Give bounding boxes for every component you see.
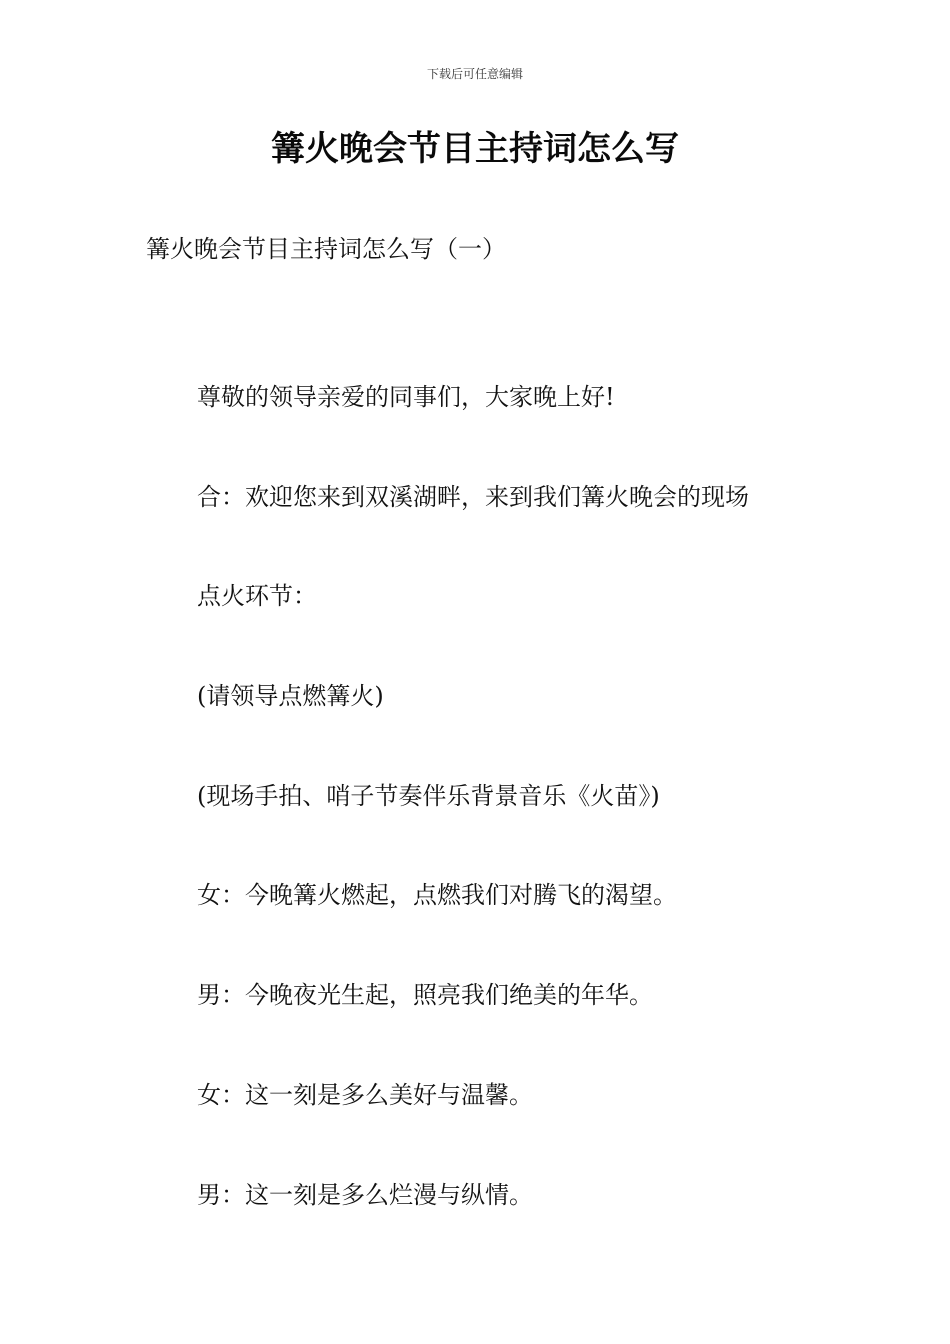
header-note: 下载后可任意编辑 [426, 67, 523, 81]
script-line: (请领导点燃篝火) [197, 682, 384, 711]
script-line: 点火环节： [197, 582, 317, 611]
script-line: (现场手拍、哨子节奏伴乐背景音乐《火苗》) [197, 781, 660, 810]
script-line: 男：今晚夜光生起，照亮我们绝美的年华。 [197, 981, 653, 1010]
document-title: 篝火晚会节目主持词怎么写 [271, 129, 679, 169]
script-line: 合：欢迎您来到双溪湖畔，来到我们篝火晚会的现场 [197, 482, 749, 511]
script-line: 女：这一刻是多么美好与温馨。 [197, 1080, 533, 1109]
script-line: 男：这一刻是多么烂漫与纵情。 [197, 1180, 533, 1209]
script-lines [197, 380, 749, 1277]
script-line: 尊敬的领导亲爱的同事们，大家晚上好! [197, 383, 615, 411]
section-heading: 篝火晚会节目主持词怎么写（一） [146, 235, 506, 263]
script-line: 女：今晚篝火燃起，点燃我们对腾飞的渴望。 [197, 881, 677, 910]
